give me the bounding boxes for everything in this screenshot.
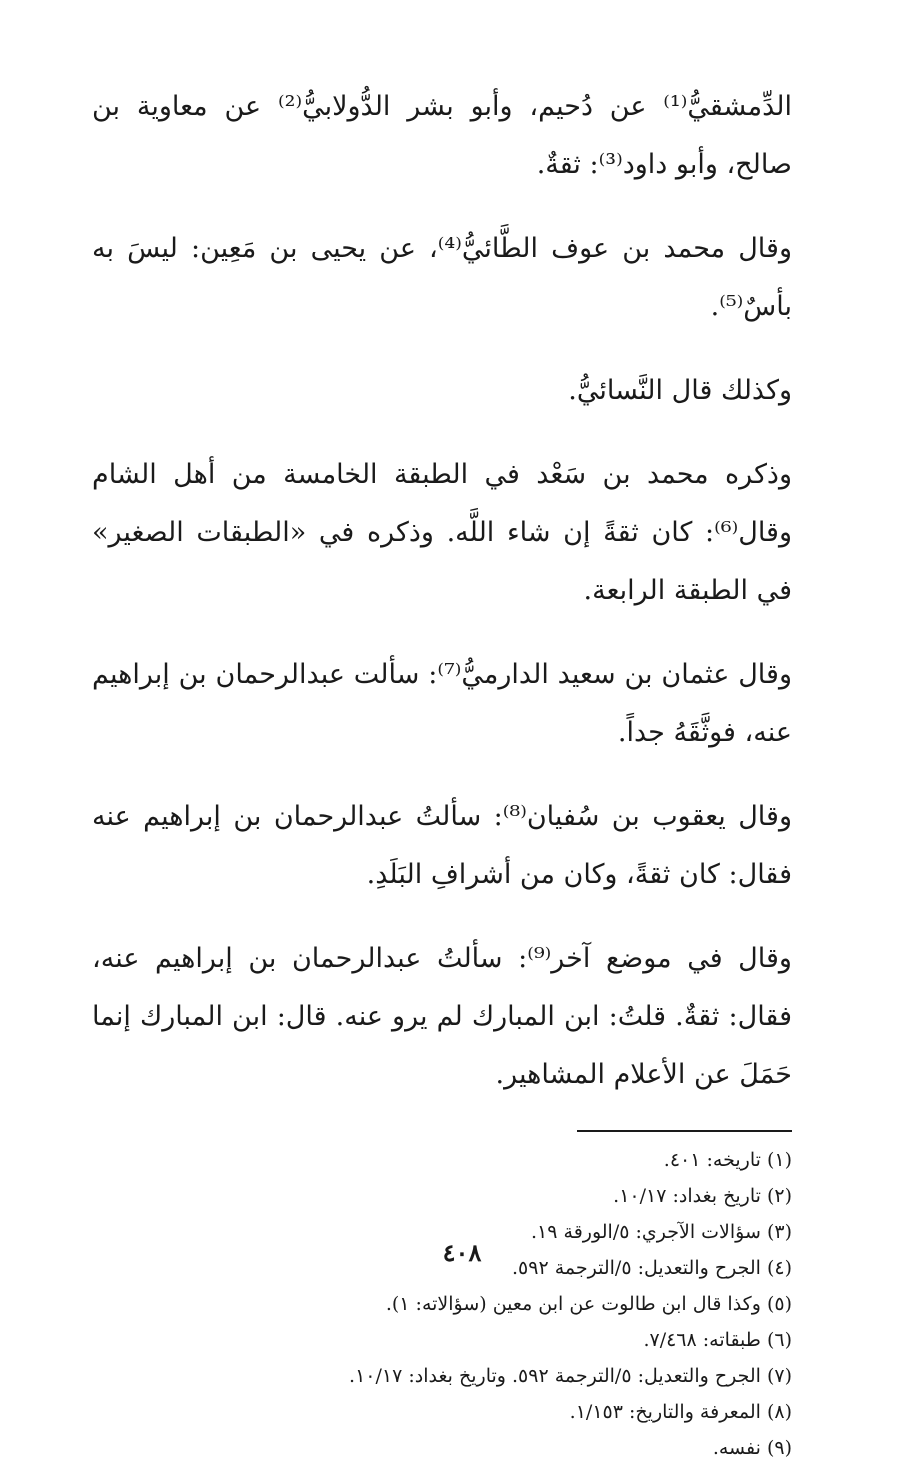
- footnote-8: (٨) المعرفة والتاريخ: ١/١٥٣.: [569, 1401, 792, 1423]
- paragraph-1: الدِّمشقيُّ⁽¹⁾ عن دُحيم، وأبو بشر الدُّولابيُّ⁽²⁾ عن معاوية بن صالح، وأبو داود⁽³⁾: ثقةٌ.: [92, 91, 792, 180]
- main-text: [92, 78, 792, 1104]
- footnote-7: (٧) الجرح والتعديل: ٥/الترجمة ٥٩٢. وتاريخ بغداد: ١٠/١٧.: [349, 1365, 792, 1387]
- paragraph-4: وذكره محمد بن سَعْد في الطبقة الخامسة من أهل الشام وقال⁽⁶⁾: كان ثقةً إن شاء اللَّه. وذكره في «الطبقات الصغير» في الطبقة الرابعة.: [92, 459, 792, 606]
- footnote-4: (٤) الجرح والتعديل: ٥/الترجمة ٥٩٢.: [512, 1257, 792, 1279]
- paragraph-6: وقال يعقوب بن سُفيان⁽⁸⁾: سألتُ عبدالرحمان بن إبراهيم عنه فقال: كان ثقةً، وكان من أشرافِ البَلَدِ.: [92, 801, 792, 890]
- paragraph-2: وقال محمد بن عوف الطَّائيُّ⁽⁴⁾، عن يحيى بن مَعِين: ليسَ به بأسٌ⁽⁵⁾.: [92, 233, 792, 322]
- page-number: ٤٠٨: [442, 1238, 482, 1267]
- footnotes-list: [92, 1142, 792, 1466]
- footnote-2: (٢) تاريخ بغداد: ١٠/١٧.: [613, 1185, 792, 1207]
- footnote-5: (٥) وكذا قال ابن طالوت عن ابن معين (سؤالاته: ١).: [385, 1293, 792, 1315]
- paragraph-7: وقال في موضع آخر⁽⁹⁾: سألتُ عبدالرحمان بن إبراهيم عنه، فقال: ثقةٌ. قلتُ: ابن المبارك لم يرو عنه. قال: ابن المبارك إنما حَمَلَ عن الأعلام المشاهير.: [92, 943, 793, 1090]
- footnote-1: (١) تاريخه: ٤٠١.: [663, 1149, 792, 1171]
- footnote-9: (٩) نفسه.: [712, 1437, 792, 1459]
- footnote-3: (٣) سؤالات الآجري: ٥/الورقة ١٩.: [531, 1221, 792, 1243]
- footnote-divider: [577, 1130, 792, 1132]
- footnote-6: (٦) طبقاته: ٧/٤٦٨.: [643, 1329, 792, 1351]
- paragraph-5: وقال عثمان بن سعيد الدارميُّ⁽⁷⁾: سألت عبدالرحمان بن إبراهيم عنه، فوثَّقَهُ جداً.: [92, 659, 792, 748]
- paragraph-3: وكذلك قال النَّسائيُّ.: [568, 375, 792, 406]
